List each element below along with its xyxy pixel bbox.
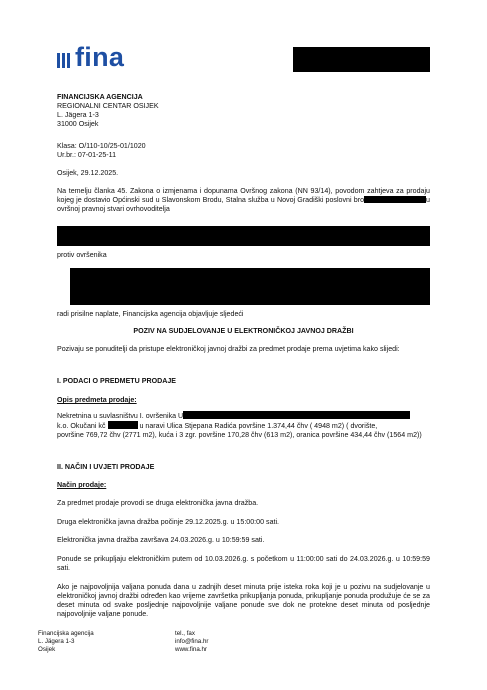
- klasa-number: Klasa: O/110-10/25-01/1020: [57, 142, 146, 150]
- redaction-block: [70, 268, 430, 305]
- footer-contact: [175, 630, 295, 653]
- intro-text-part2: u ovršnoj pravnoj stvari ovrhovoditelja: [57, 196, 430, 214]
- redaction-inline: [108, 421, 138, 429]
- footer-website: www.fina.hr: [175, 645, 207, 653]
- redaction-inline: [364, 196, 426, 203]
- org-name: FINANCIJSKA AGENCIJA: [57, 93, 143, 101]
- street-address: L. Jägera 1-3: [57, 111, 99, 120]
- city-address: 31000 Osijek: [57, 120, 99, 129]
- redaction-block: [293, 47, 430, 72]
- collection-line: radi prisilne naplate, Financijska agencija objavljuje sljedeći: [57, 310, 244, 318]
- fina-logo: [57, 44, 124, 71]
- property-line2a: k.o. Okučani kč: [57, 422, 106, 431]
- sale-paragraph-4: Ponude se prikupljaju elektroničkim putem od 10.03.2026.g. s početkom u 11:00:00 sati do 24.03.2026.g. u 10:59:59 sati.: [57, 555, 430, 573]
- fina-logo-text: fina: [75, 42, 125, 72]
- sender-address: [57, 93, 430, 129]
- footer-email: info@fina.hr: [175, 637, 209, 645]
- intro-paragraph: [57, 187, 430, 214]
- against-label: protiv ovršenika: [57, 251, 107, 259]
- regional-center: REGIONALNI CENTAR OSIJEK: [57, 102, 159, 111]
- redaction-inline: [183, 411, 410, 419]
- sale-paragraph-1: Za predmet prodaje provodi se druga elektronička javna dražba.: [57, 499, 259, 507]
- section2-subheading: Način prodaje:: [57, 481, 107, 489]
- intro-text-part1: Na temelju članka 45. Zakona o izmjenama i dopunama Ovršnog zakona (NN 93/14), povodom zahtjeva za prodaju kojeg je dostavio Općinski sud u Slavonskom Brodu, Stalna služba u Novoj Gradiški poslovni bro: [57, 187, 430, 205]
- sale-paragraph-5: Ako je najpovoljnija valjana ponuda dana u zadnjih deset minuta prije isteka roka koji je u pozivu na sudjelovanje u elektroničkoj javnoj dražbi određen kao vrijeme završetka prikupljanja ponuda, prikupljanje ponuda produžuje će se za deset minuta od svake posljednje najpovoljnije valjane ponude sve dok ne protekne deset minuta od posljednje najpovoljnije valjane ponude.: [57, 583, 430, 619]
- footer-street: L. Jägera 1-3: [38, 637, 75, 645]
- redaction-block: [57, 226, 430, 246]
- fina-logo-bars-icon: [57, 53, 70, 68]
- footer-tel-fax: tel., fax: [175, 630, 195, 637]
- property-line2b: u naravi Ulica Stjepana Radića površine 1.374,44 čhv ( 4948 m2) ( dvorište,: [139, 422, 378, 431]
- footer-left: [38, 630, 168, 653]
- urbr-number: Ur.br.: 07-01-25-11: [57, 151, 117, 160]
- document-date: Osijek, 29.12.2025.: [57, 169, 119, 177]
- reference-numbers: [57, 142, 430, 160]
- section2-heading: II. NAČIN I UVJETI PRODAJE: [57, 463, 155, 471]
- sale-paragraph-2: Druga elektronička javna dražba počinje 29.12.2025.g. u 15:00:00 sati.: [57, 518, 280, 526]
- property-line3: površine 769,72 čhv (2771 m2), kuća i 3 zgr. površine 170,28 čhv (613 m2), oranica površine 434,44 čhv (1564 m2)): [57, 431, 422, 440]
- invite-text: Pozivaju se ponuditelji da pristupe elektroničkoj javnoj dražbi za predmet prodaje prema uvjetima kako slijedi:: [57, 345, 400, 353]
- sale-paragraph-3: Elektronička javna dražba završava 24.03.2026.g. u 10:59:59 sati.: [57, 536, 265, 544]
- section1-subheading: Opis predmeta prodaje:: [57, 396, 137, 404]
- property-description: [57, 411, 430, 440]
- notice-title: POZIV NA SUDJELOVANJE U ELEKTRONIČKOJ JAVNOJ DRAŽBI: [133, 327, 354, 335]
- property-line1: Nekretnina u suvlasništvu I. ovršenika U: [57, 412, 184, 420]
- footer-city: Osijek: [38, 645, 56, 653]
- section1-heading: I. PODACI O PREDMETU PRODAJE: [57, 377, 177, 385]
- footer-org: Financijska agencija: [38, 630, 94, 637]
